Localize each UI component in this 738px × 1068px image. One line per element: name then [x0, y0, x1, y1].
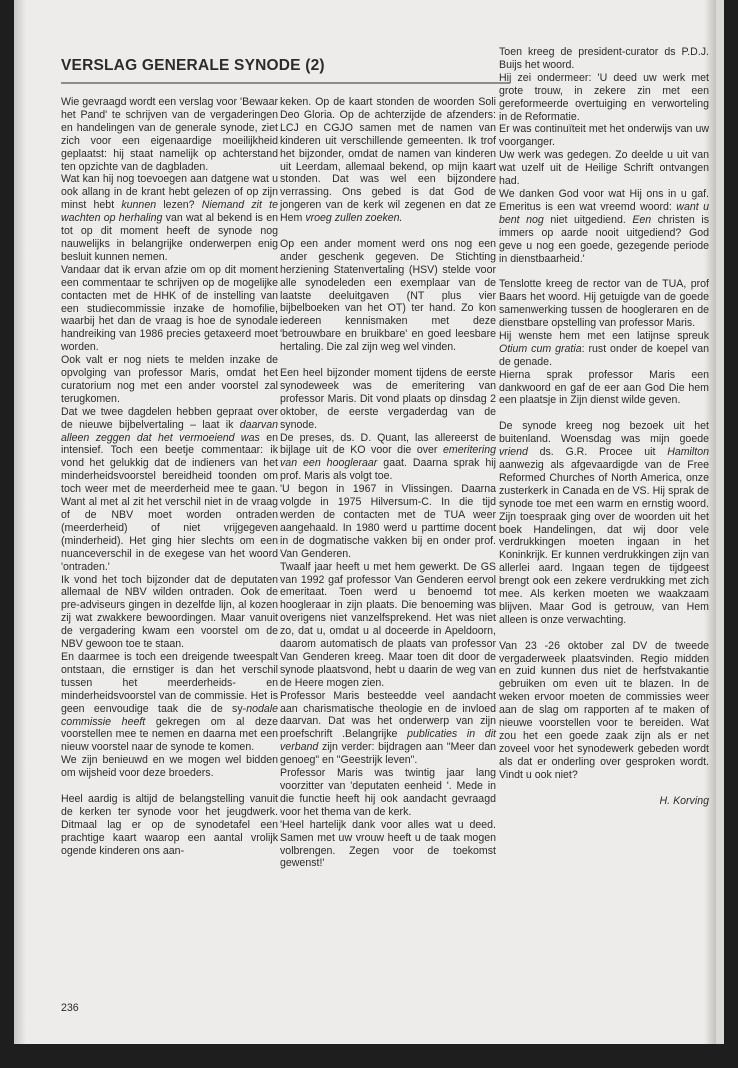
text-run: niet uitgediend. — [543, 213, 633, 226]
text-run: En daarmee is toch een dreigende tweespalt ontstaan, die ernstiger is dan het verschil tussen het meerderheids- en minderheidsvoorstel van de commissie. Het is geen eenvoudige taak die de sy- — [61, 650, 278, 715]
paragraph: Professor Maris was twintig jaar lang voorzitter van 'deputaten eenheid '. Mede in die functie heeft hij ook aandacht gevraagd voor het thema van de kerk. — [280, 767, 496, 818]
paragraph: 'Heel hartelijk dank voor alles wat u deed. Samen met uw vrouw heeft u de taak mogen volbrengen. Zegen voor de toekomst gewenst!' — [280, 818, 496, 870]
paragraph — [499, 188, 709, 265]
text-run: gekregen om al deze voorstellen mee te nemen en daarna met een nieuw voorstel naar de synode te komen. — [61, 715, 278, 754]
paragraph: Vandaar dat ik ervan afzie om op dit moment een commentaar te schrijven op de mogelijke contacten met de HHK of de instelling van een studiecommissie inzake de homofilie, waarbij het dan de vraag is hoe de synodale handreiking van 1986 precies getaxeerd moet worden. — [61, 263, 278, 354]
text-run: De preses, ds. D. Quant, las allereerst de bijlage uit de KO voor die over — [280, 431, 496, 457]
text-run: christen is immers op aarde nooit uitgediend? God geve u nog een goede, gezegende periode in dienstbaarheid.' — [499, 213, 709, 265]
text-run: Dat we twee dagdelen hebben gepraat over de nieuwe bijbelvertaling – laat ik — [61, 405, 278, 431]
paragraph: 'U begon in 1967 in Vlissingen. Daarna volgde in 1975 Hilversum-C. In die tijd werden de contacten met de TUA weer aangehaald. In 1980 werd u parttime docent in de dogmatische vakken bij en onder prof. Van Genderen. — [280, 483, 496, 560]
paragraph: Van 23 -26 oktober zal DV de tweede vergaderweek plaatsvinden. Regio midden en zuid kunnen dus niet de herfstvakantie gebruiken om even uit te blazen. In de weken ervoor moeten de commissies weer aan de slag om rapporten af te maken of nieuwe voorstellen voor te bereiden. Wat zou het een goede zaak zijn als er net zoveel voor het synodewerk gebeden wordt als dat er onderling over gesproken wordt. Vindt u ook niet? — [499, 639, 709, 781]
author-signature: H. Korving — [659, 794, 709, 807]
paragraph: Toen kreeg de president-curator ds P.D.J. Buijs het woord. — [499, 46, 709, 71]
emphasis-text: Niemand zit te wachten op herhaling — [61, 199, 278, 225]
paragraph: Uw werk was gedegen. Zo deelde u uit van wat uzelf uit de Heilige Schrift ontvangen had. — [499, 149, 709, 188]
text-run: Hij wenste hem met een latijnse spreuk — [499, 329, 709, 342]
text-run: en intensief. Toch een beetje commentaar: ik vond het gelukkig dat de indieners van het minderheidsvoorstel bereidheid toonden om toch weer met de meerderheid mee te gaan. Want al met al zit het verschil niet in de vraag of de NBV moet worden ontraden (meerderheid) of niet vrijgegeven (minderheid). Het ging hier slechts om een nuanceverschil in de exegese van het woord 'ontraden.' — [61, 431, 278, 573]
paragraph — [61, 651, 278, 754]
emphasis-text: emeritering van een hoogleraar — [280, 444, 496, 470]
page-number: 236 — [61, 1002, 79, 1014]
paragraph: Twaalf jaar heeft u met hem gewerkt. De GS van 1992 gaf professor Van Genderen eervol emeritaat. Toen werd u benoemd tot hoogleraar in zijn plaats. Die benoeming was overigens niet vanzelfsprekend. Het was niet zo, dat u, omdat u al doceerde in Apeldoorn, daarom automatisch de plaats van professor Van Genderen kreeg. Maar toen dit door de synode plaatsvond, hebt u daarin de weg van de Heere mogen zien. — [280, 560, 496, 689]
page-shadow-left — [14, 0, 26, 1044]
text-run: Wat kan hij nog toevoegen aan datgene wat u ook allang in de krant hebt gelezen of op zijn minst hebt — [61, 173, 278, 212]
paragraph: Er was continuïteit met het onderwijs van uw voorganger. — [499, 123, 709, 149]
magazine-page — [14, 0, 718, 1044]
emphasis-text: daarvan alleen zeggen dat het vermoeiend was — [61, 418, 278, 444]
paragraph — [280, 690, 496, 767]
paragraph: Op een ander moment werd ons nog een ander geschenk gegeven. De Stichting herziening Statenvertaling (HSV) stelde voor alle synodeleden een exemplaar van de laatste deeluitgaven (NT plus vier bijbelboeken van het OT) ter hand. Zo kon iedereen kennismaken met deze 'betrouwbare en bruikbare' en goed leesbare hertaling. Die zal zijn weg wel vinden. — [280, 237, 496, 354]
emphasis-text: publicaties in dit verband — [280, 728, 496, 754]
paragraph — [61, 173, 278, 263]
paragraph — [499, 420, 709, 627]
text-run: Professor Maris besteedde veel aandacht aan charismatische theologie en de invloed daarvan. Dat was het onderwerp van zijn proefschrift .Belangrijke — [280, 689, 496, 741]
paragraph — [280, 96, 496, 225]
article-title: VERSLAG GENERALE SYNODE (2) — [61, 57, 325, 74]
paragraph: We zijn benieuwd en we mogen wel bidden om wijsheid voor deze broeders. — [61, 754, 278, 780]
text-column-2 — [280, 96, 496, 870]
text-column-1 — [61, 96, 278, 857]
text-column-3 — [499, 46, 709, 807]
text-run: zijn verder: bijdragen aan "Meer dan genoeg" en "Geestrijk leven". — [280, 741, 496, 767]
paragraph: Wie gevraagd wordt een verslag voor 'Bewaar het Pand' te schrijven van de vergaderingen en handelingen van de generale synode, ziet zich voor een eigenaardige moeilijkheid geplaatst: hij staat namelijk op achterstand ten opzichte van de dagbladen. — [61, 96, 278, 173]
text-run: lezen? — [156, 199, 202, 212]
emphasis-text: kunnen — [121, 199, 157, 212]
text-run: De synode kreeg nog bezoek uit het buitenland. Woensdag was mijn goede — [499, 420, 709, 446]
paragraph: Hij zei ondermeer: 'U deed uw werk met grote trouw, in zekere zin met een gereformeerde overtuiging en verworteling in de Reformatie. — [499, 71, 709, 123]
emphasis-text: Hamilton — [667, 446, 709, 459]
emphasis-text: Otium cum gratia — [499, 342, 582, 355]
title-divider — [61, 82, 509, 84]
paragraph: Ook valt er nog niets te melden inzake de opvolging van professor Maris, omdat het curatorium nog met een ander voorstel zal terugkomen. — [61, 354, 278, 405]
emphasis-text: vroeg zullen zoeken. — [305, 212, 403, 225]
text-run: ds. G.R. Procee uit — [527, 446, 668, 459]
text-run: van wat al bekend is en tot op dit moment heeft de synode nog nauwelijks in belangrijke onderwerpen enig besluit kunnen nemen. — [61, 212, 278, 263]
paragraph — [280, 432, 496, 484]
text-run: keken. Op de kaart stonden de woorden Soli Deo Gloria. Op de achterzijde de afzenders: LCJ en CGJO samen met de namen van kinderen uit verschillende gemeenten. Ik trof het bijzonder, omdat de namen van kinderen uit Leerdam, allemaal bekend, op mijn kaart stonden. Dat was wel een bijzondere verrassing. Ons gebed is dat God de jongeren van de kerk wil zegenen en dat ze Hem — [280, 96, 496, 225]
page-edge — [716, 0, 724, 1044]
text-run: aanwezig als afgevaardigde van de Free Reformed Churches of North America, onze zusterkerk in Canada en de VS. Hij sprak de synode toe met een warm en ernstig woord. Zijn toespraak ging over de woorden uit het boek Handelingen, dat wij door vele verdrukkingen moeten ingaan in het Koninkrijk. Er kunnen verdrukkingen zijn van allerlei aard. Ingaan tegen de tijdgeest brengt ook een zekere verdrukking met zich mee. Als kerken moeten we waakzaam blijven. Maar God is getrouw, van Hem alleen is onze verwachting. — [499, 458, 709, 626]
emphasis-text: Een — [632, 213, 652, 226]
paragraph — [61, 406, 278, 574]
text-run: gaat. Daarna sprak hij prof. Maris als volgt toe. — [280, 457, 497, 483]
paragraph — [499, 330, 709, 369]
emphasis-text: nodale commissie heeft — [61, 702, 278, 728]
emphasis-text: vriend — [499, 446, 528, 459]
paragraph: Heel aardig is altijd de belangstelling vanuit de kerken ter synode voor het jeugdwerk. Ditmaal lag er op de synodetafel een prachtige kaart waarop een aantal vrolijk ogende kinderen ons aan- — [61, 792, 278, 857]
paragraph: Ik vond het toch bijzonder dat de deputaten allemaal de NBV wilden ontraden. Ook de pre-adviseurs gingen in dezelfde lijn, al kozen zij wat zwakkere bewoordingen. Maar vanuit de vergadering kwam een voorstel om de NBV gewoon toe te staan. — [61, 573, 278, 651]
text-run: We danken God voor wat Hij ons in u gaf. Emeritus is een wat vreemd woord: — [499, 187, 709, 213]
emphasis-text: want u bent nog — [499, 200, 709, 226]
paragraph: Tenslotte kreeg de rector van de TUA, prof Baars het woord. Hij getuigde van de goede samenwerking tussen de hoogleraren en de dienstbare opstelling van professor Maris. — [499, 278, 709, 330]
paragraph: Een heel bijzonder moment tijdens de eerste synodeweek was de emeritering van professor Maris. Dit vond plaats op dinsdag 2 oktober, de eerste vergaderdag van de synode. — [280, 367, 496, 431]
text-run: : rust onder de koepel van de genade. — [499, 342, 709, 368]
paragraph: Hierna sprak professor Maris een dankwoord en gaf de eer aan God Die hem een plaatsje in Zijn dienst wilde geven. — [499, 368, 709, 407]
